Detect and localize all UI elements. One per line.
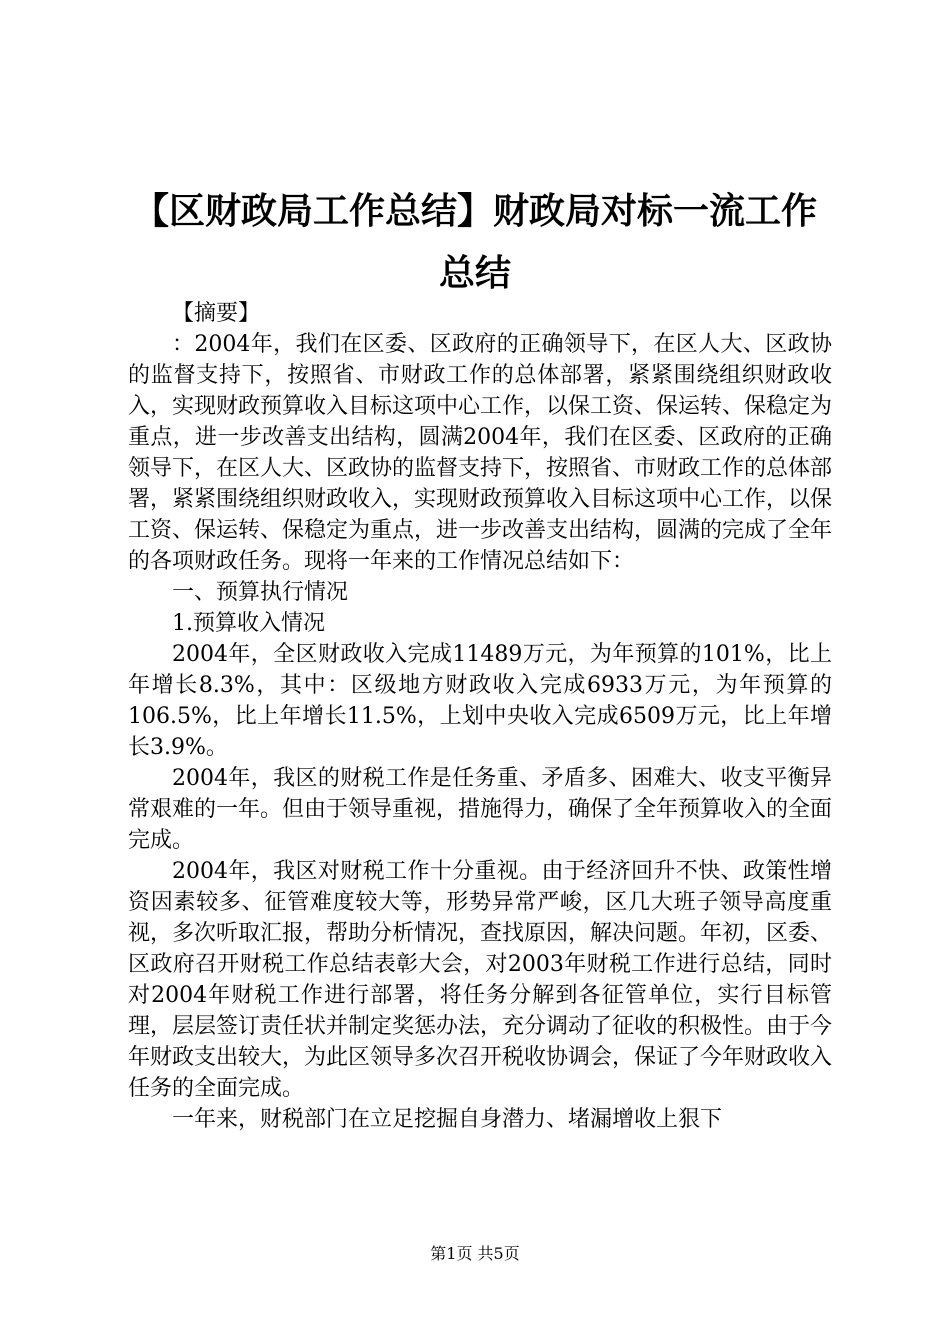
document-title: 【区财政局工作总结】财政局对标一流工作总结 [132, 190, 817, 294]
page-footer: 第1页 共5页 [430, 1244, 520, 1263]
body-paragraph: 2004年，我区对财税工作十分重视。由于经济回升不快、政策性增资因素较多、征管难度较大等，形势异常严峻，区几大班子领导高度重视，多次听取汇报，帮助分析情况，查找原因，解决问题。年初，区委、区政府召开财税工作总结表彰大会，对2003年财税工作进行总结，同时对2004年财税工作进行部署，将任务分解到各征管单位，实行目标管理，层层签订责任状并制定奖惩办法，充分调动了征收的积极性。由于今年财政支出较大，为此区领导多次召开税收协调会，保证了今年财政收入任务的全面完成。 [128, 859, 833, 1101]
subsection-heading: 1.预算收入情况 [172, 611, 325, 636]
body-paragraph: 2004年，全区财政收入完成11489万元，为年预算的101%，比上年增长8.3%，其中：区级地方财政收入完成6933万元，为年预算的106.5%，比上年增长11.5%，上划中央收入完成6509万元，比上年增长3.9%。 [128, 642, 832, 760]
body-paragraph: 一年来，财税部门在立足挖掘自身潜力、堵漏增收上狠下 [172, 1107, 723, 1132]
document-body [128, 298, 832, 1135]
section-heading: 一、预算执行情况 [172, 580, 349, 605]
abstract-text: ：2004年，我们在区委、区政府的正确领导下，在区人大、区政协的监督支持下，按照省、市财政工作的总体部署，紧紧围绕组织财政收入，实现财政预算收入目标这项中心工作，以保工资、保运转、保稳定为重点，进一步改善支出结构，圆满2004年，我们在区委、区政府的正确领导下，在区人大、区政协的监督支持下，按照省、市财政工作的总体部署，紧紧围绕组织财政收入，实现财政预算收入目标这项中心工作，以保工资、保运转、保稳定为重点，进一步改善支出结构，圆满的完成了全年的各项财政任务。现将一年来的工作情况总结如下： [128, 332, 833, 574]
abstract-paragraph [128, 329, 832, 577]
body-paragraph: 2004年，我区的财税工作是任务重、矛盾多、困难大、收支平衡异常艰难的一年。但由于领导重视，措施得力，确保了全年预算收入的全面完成。 [128, 766, 833, 853]
abstract-label: 【摘要】 [172, 301, 261, 326]
